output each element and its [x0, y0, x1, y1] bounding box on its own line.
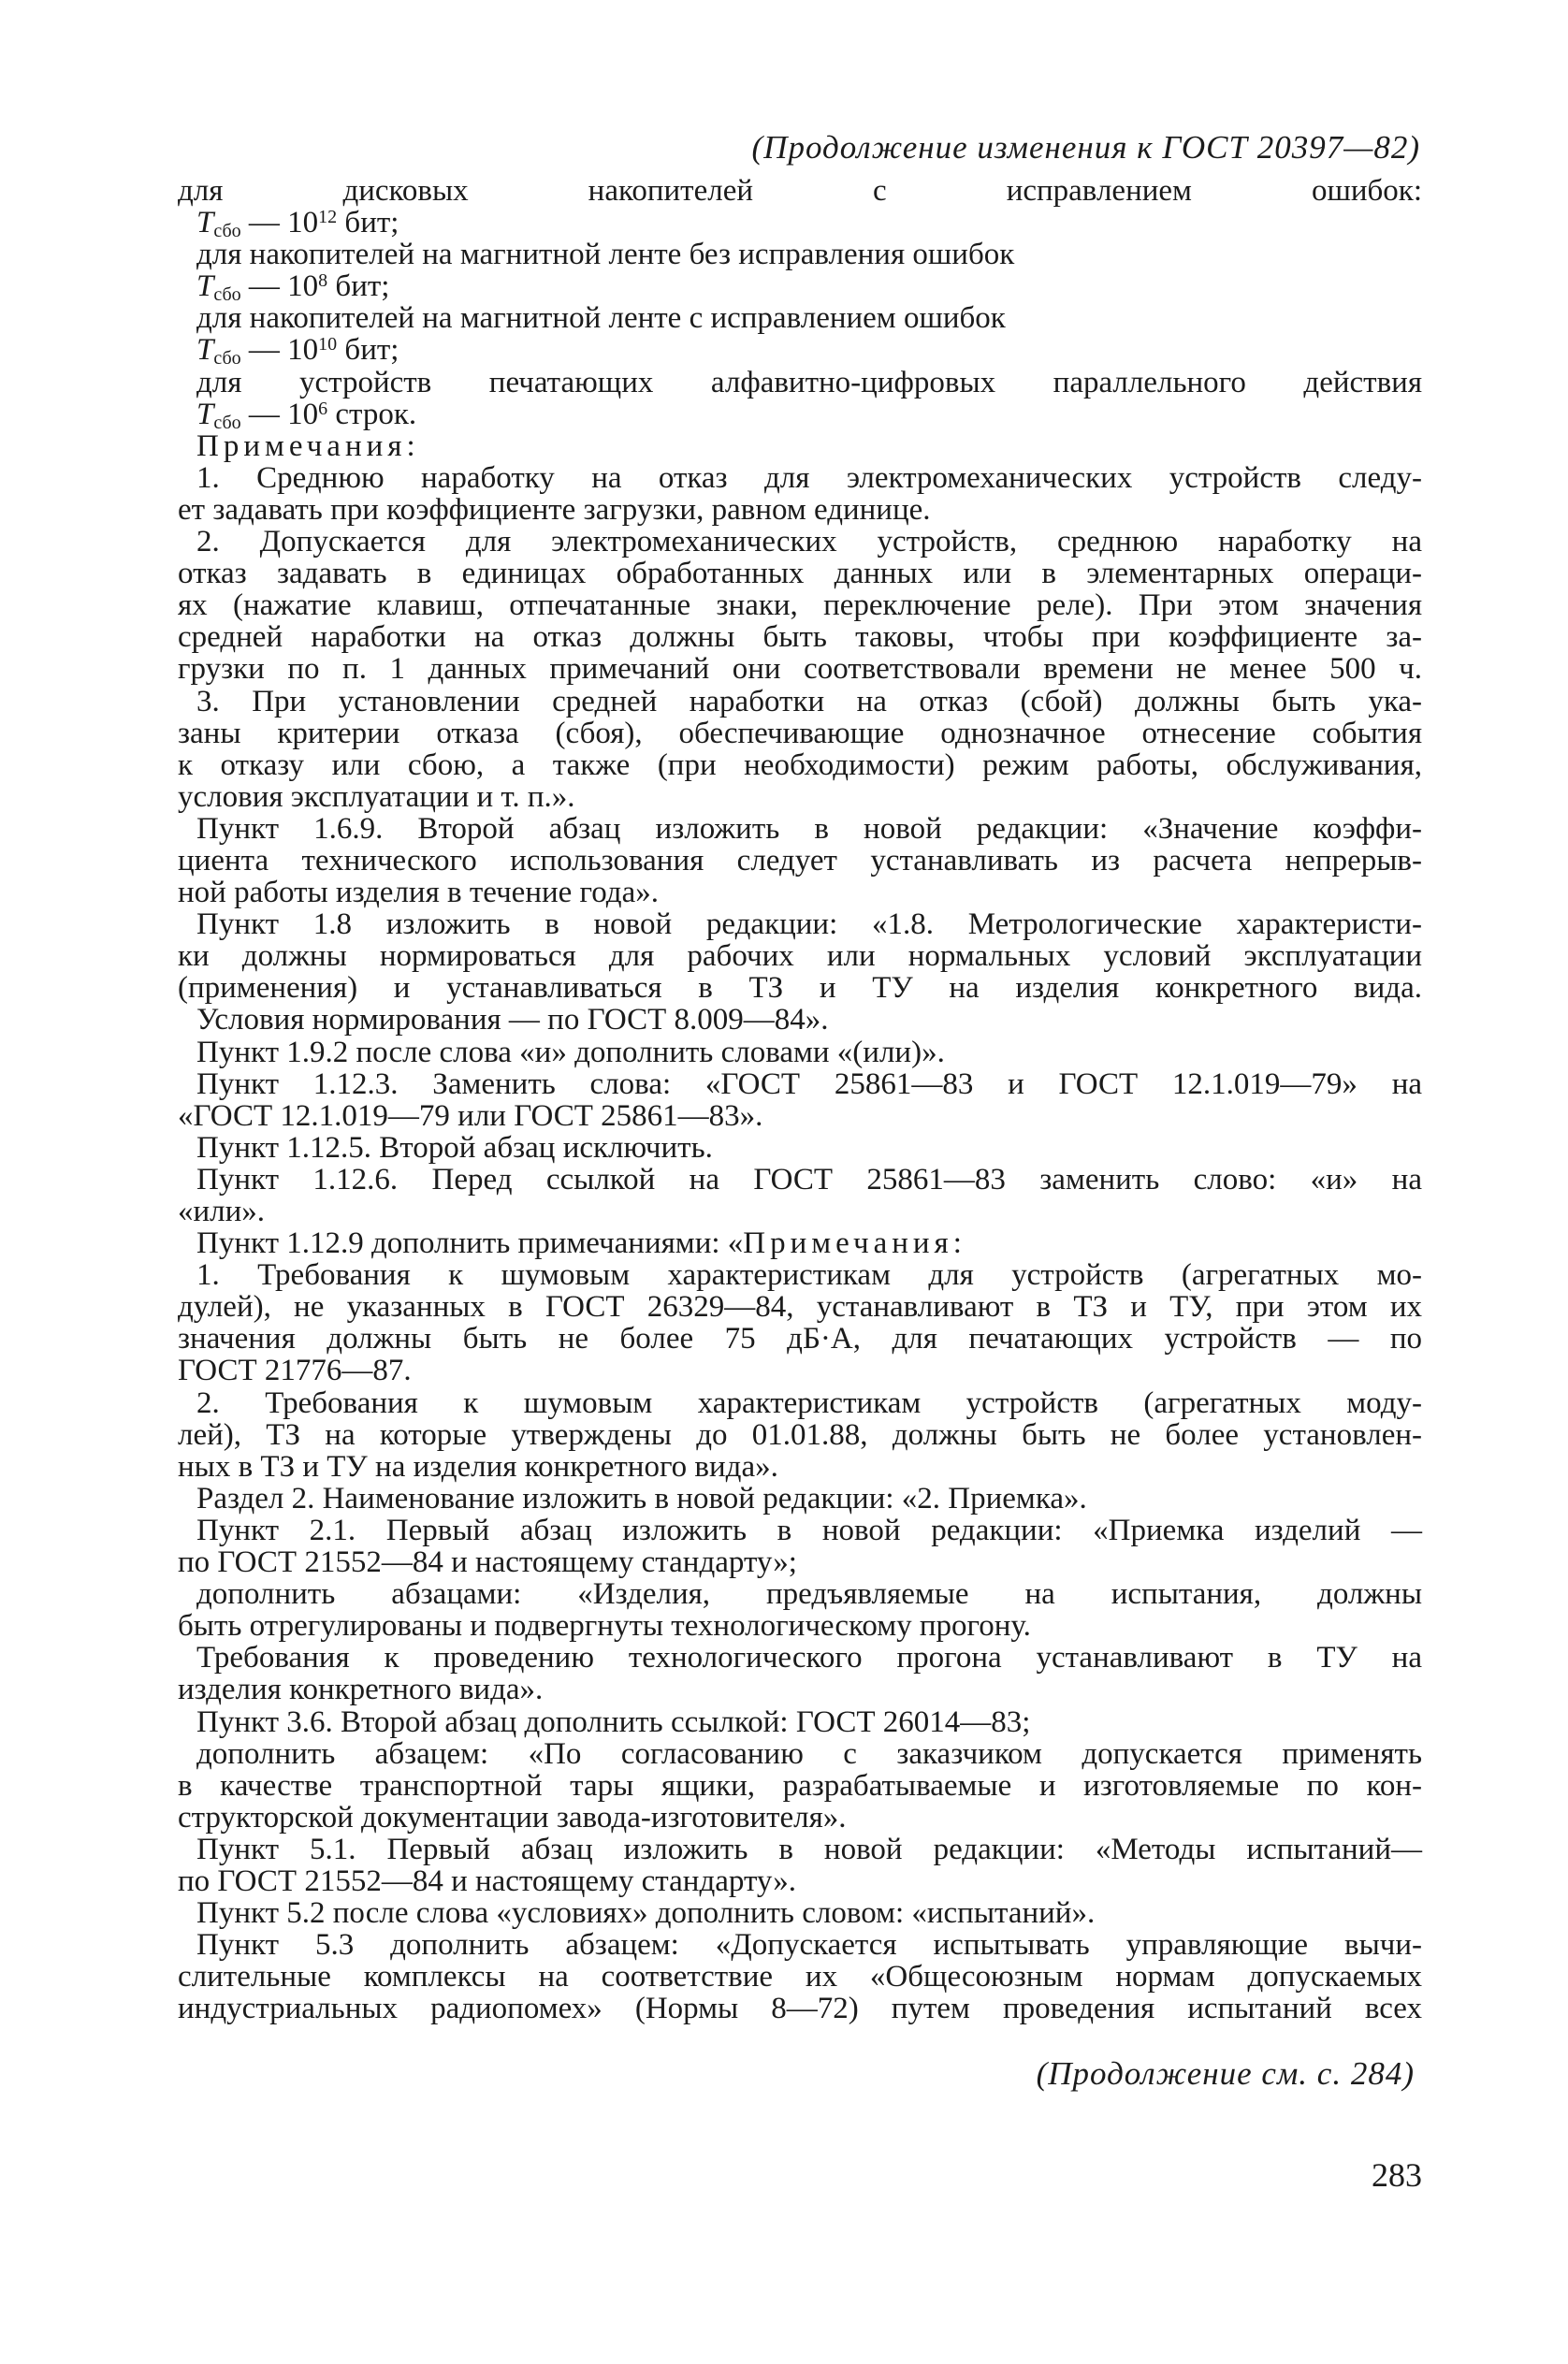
formula-line: $T_{сбо}$ — $10^{12}$ бит;: [196, 206, 399, 242]
text-line: Пункт 1.8 изложить в новой редакции: «1.8. Метрологические характеристи-: [196, 907, 1422, 942]
text-line: Пункт 1.9.2 после слова «и» дополнить словами «(или)».: [196, 1035, 945, 1069]
text-line: ки должны нормироваться для рабочих или нормальных условий эксплуатации: [178, 939, 1422, 974]
text-line: 1. Среднюю наработку на отказ для электромеханических устройств следу-: [196, 460, 1422, 495]
text-line: ных в ТЗ и ТУ на изделия конкретного вида».: [178, 1449, 778, 1484]
text-line: Требования к проведению технологического прогона устанавливают в ТУ на: [196, 1641, 1422, 1675]
text-line: лей), ТЗ на которые утверждены до 01.01.88, должны быть не более установлен-: [178, 1417, 1422, 1452]
text-line: Пункт 1.12.6. Перед ссылкой на ГОСТ 25861—83 заменить слово: «и» на: [196, 1162, 1422, 1197]
text-line: 2. Допускается для электромеханических устройств, среднюю наработку на: [196, 525, 1422, 559]
text-line: отказ задавать в единицах обработанных данных или в элементарных операци-: [178, 557, 1422, 591]
text-line: «или».: [178, 1195, 266, 1228]
formula-line: $T_{сбо}$ — $10^{10}$ бит;: [196, 333, 399, 370]
text-line: для устройств печатающих алфавитно-цифровых параллельного действия: [196, 365, 1422, 399]
text-line: быть отрегулированы и подвергнуты технологическому прогону.: [178, 1609, 1031, 1644]
text-line: для накопителей на магнитной ленте с исправлением ошибок: [196, 301, 1006, 336]
text-line: Пункт 1.12.9 дополнить примечаниями: «Примечания:: [196, 1226, 966, 1261]
text-line: Пункт 2.1. Первый абзац изложить в новой редакции: «Приемка изделий —: [196, 1513, 1422, 1547]
text-line: (применения) и устанавливаться в ТЗ и ТУ на изделия конкретного вида.: [178, 971, 1422, 1006]
text-line: Пункт 5.2 после слова «условиях» дополнить словом: «испытаний».: [196, 1896, 1096, 1931]
text-line: по ГОСТ 21552—84 и настоящему стандарту».: [178, 1864, 796, 1898]
text-line: средней наработки на отказ должны быть таковы, чтобы при коэффициенте за-: [178, 620, 1422, 655]
text-line: 3. При установлении средней наработки на отказ (сбой) должны быть ука-: [196, 684, 1422, 718]
formula-line: $T_{сбо}$ — $10^6$ строк.: [196, 397, 417, 433]
page-number: 283: [1372, 2156, 1422, 2195]
text-line: в качестве транспортной тары ящики, разрабатываемые и изготовляемые по кон-: [178, 1768, 1422, 1803]
text-line: изделия конкретного вида».: [178, 1673, 544, 1707]
text-line: по ГОСТ 21552—84 и настоящему стандарту»;: [178, 1545, 797, 1580]
text-line: ной работы изделия в течение года».: [178, 876, 659, 910]
text-line: для накопителей на магнитной ленте без исправления ошибок: [196, 238, 1015, 272]
notes-heading: Примечания:: [196, 428, 420, 463]
text-line: циента технического использования следует устанавливать из расчета непрерыв-: [178, 843, 1422, 877]
document-page: [178, 126, 1422, 2197]
text-line: ет задавать при коэффициенте загрузки, равном единице.: [178, 492, 931, 527]
text-line: грузки по п. 1 данных примечаний они соответствовали времени не менее 500 ч.: [178, 652, 1422, 687]
symbol-t: T: [196, 206, 214, 240]
text-line: значения должны быть не более 75 дБ·А, для печатающих устройств — по: [178, 1322, 1422, 1356]
text-line: дополнить абзацем: «По согласованию с заказчиком допускается применять: [196, 1736, 1422, 1771]
text-line: дополнить абзацами: «Изделия, предъявляемые на испытания, должны: [196, 1577, 1422, 1612]
continuation-header: (Продолжение изменения к ГОСТ 20397—82): [751, 129, 1420, 166]
text-line: Пункт 1.12.5. Второй абзац исключить.: [196, 1130, 713, 1165]
text-line: для дисковых накопителей с исправлением ошибок:: [178, 174, 1422, 208]
text-line: Пункт 5.1. Первый абзац изложить в новой редакции: «Методы испытаний—: [196, 1832, 1422, 1866]
text-line: структорской документации завода-изготовителя».: [178, 1800, 847, 1835]
text-line: ГОСТ 21776—87.: [178, 1354, 412, 1388]
continuation-footer: (Продолжение см. с. 284): [1036, 2055, 1415, 2093]
text-line: индустриальных радиопомех» (Нормы 8—72) путем проведения испытаний всех: [178, 1992, 1422, 2026]
text-line: 2. Требования к шумовым характеристикам устройств (агрегатных моду-: [196, 1385, 1422, 1420]
text-line: Пункт 3.6. Второй абзац дополнить ссылкой: ГОСТ 26014—83;: [196, 1704, 1031, 1739]
text-line: 1. Требования к шумовым характеристикам для устройств (агрегатных мо-: [196, 1258, 1422, 1293]
text-line: к отказу или сбою, а также (при необходимости) режим работы, обслуживания,: [178, 747, 1422, 782]
text-line: Пункт 5.3 дополнить абзацем: «Допускается испытывать управляющие вычи-: [196, 1928, 1422, 1963]
text-line: «ГОСТ 12.1.019—79 или ГОСТ 25861—83».: [178, 1098, 763, 1133]
text-line: Пункт 1.12.3. Заменить слова: «ГОСТ 25861—83 и ГОСТ 12.1.019—79» на: [196, 1066, 1422, 1101]
text-line: Условия нормирования — по ГОСТ 8.009—84».: [196, 1003, 829, 1037]
text-line: условия эксплуатации и т. п.».: [178, 779, 575, 814]
text-line: Пункт 1.6.9. Второй абзац изложить в новой редакции: «Значение коэффи-: [196, 811, 1422, 846]
document-body: [178, 175, 1422, 2024]
text-line: ях (нажатие клавиш, отпечатанные знаки, переключение реле). При этом значения: [178, 588, 1422, 623]
text-line: слительные комплексы на соответствие их «Общесоюзным нормам допускаемых: [178, 1960, 1422, 1994]
formula-line: $T_{сбо}$ — $10^8$ бит;: [196, 269, 390, 306]
text-line: заны критерии отказа (сбоя), обеспечивающие однозначное отнесение события: [178, 716, 1422, 750]
text-line: дулей), не указанных в ГОСТ 26329—84, устанавливают в ТЗ и ТУ, при этом их: [178, 1290, 1422, 1325]
text-line: Раздел 2. Наименование изложить в новой редакции: «2. Приемка».: [196, 1481, 1087, 1516]
